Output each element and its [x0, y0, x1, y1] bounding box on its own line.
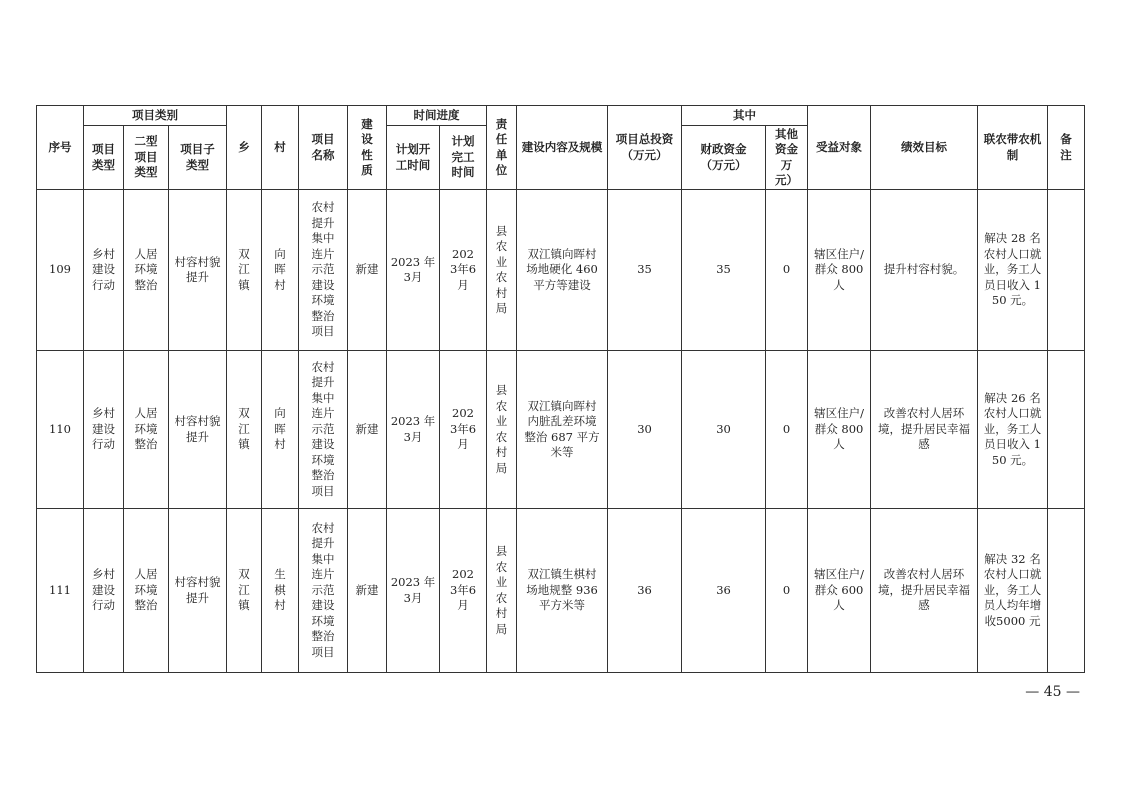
header-other-funds: 其他资金万元）: [766, 126, 808, 190]
cell-village: 生棋村: [262, 509, 299, 673]
cell-seq: 109: [37, 190, 84, 351]
table-row: [37, 190, 1085, 351]
cell-township: 双江镇: [227, 351, 262, 509]
cell-beneficiary: 辖区住户/群众 800 人: [808, 351, 871, 509]
cell-plan-start: 2023 年3月: [387, 509, 440, 673]
cell-township: 双江镇: [227, 509, 262, 673]
cell-beneficiary: 辖区住户/群众 800 人: [808, 190, 871, 351]
cell-content: 双江镇生棋村场地规整 936 平方米等: [517, 509, 608, 673]
cell-goal: 改善农村人居环境，提升居民幸福感: [871, 509, 978, 673]
table-row: [37, 509, 1085, 673]
cell-content: 双江镇向晖村内脏乱差环境整治 687 平方米等: [517, 351, 608, 509]
cell-remarks: [1048, 351, 1085, 509]
cell-project-type: 乡村建设行动: [84, 190, 124, 351]
cell-plan-end: 2023年6月: [440, 509, 487, 673]
header-content: 建设内容及规模: [517, 106, 608, 190]
cell-seq: 110: [37, 351, 84, 509]
cell-type2: 人居环境整治: [124, 351, 169, 509]
header-schedule-group: 时间进度: [387, 106, 487, 126]
header-farmer-link: 联农带农机制: [978, 106, 1048, 190]
cell-project-name: 农村提升集中连片示范建设环境整治项目: [299, 509, 348, 673]
cell-other-funds: 0: [766, 509, 808, 673]
cell-subtype: 村容村貌提升: [169, 509, 227, 673]
table-row: [37, 351, 1085, 509]
header-remarks: 备注: [1048, 106, 1085, 190]
header-plan-start: 计划开工时间: [387, 126, 440, 190]
header-seq: 序号: [37, 106, 84, 190]
cell-farmer-link: 解决 32 名农村人口就业，务工人员人均年增收5000 元: [978, 509, 1048, 673]
cell-type2: 人居环境整治: [124, 190, 169, 351]
cell-project-name: 农村提升集中连片示范建设环境整治项目: [299, 190, 348, 351]
cell-township: 双江镇: [227, 190, 262, 351]
cell-goal: 改善农村人居环境，提升居民幸福感: [871, 351, 978, 509]
header-project-name: 项目名称: [299, 106, 348, 190]
cell-total-investment: 35: [608, 190, 682, 351]
cell-plan-start: 2023 年3月: [387, 190, 440, 351]
cell-plan-end: 2023年6月: [440, 190, 487, 351]
cell-project-type: 乡村建设行动: [84, 351, 124, 509]
cell-fiscal: 30: [682, 351, 766, 509]
cell-fiscal: 35: [682, 190, 766, 351]
header-project-type: 项目类型: [84, 126, 124, 190]
cell-plan-end: 2023年6月: [440, 351, 487, 509]
cell-plan-start: 2023 年3月: [387, 351, 440, 509]
header-goal: 绩效目标: [871, 106, 978, 190]
cell-farmer-link: 解决 28 名农村人口就业，务工人员日收入 150 元。: [978, 190, 1048, 351]
header-of-which-group: 其中: [682, 106, 808, 126]
header-beneficiary: 受益对象: [808, 106, 871, 190]
header-subtype: 项目子类型: [169, 126, 227, 190]
cell-other-funds: 0: [766, 351, 808, 509]
project-table: [36, 105, 1085, 673]
header-responsible: 责任单位: [487, 106, 517, 190]
cell-remarks: [1048, 509, 1085, 673]
header-build-nature: 建设性质: [348, 106, 387, 190]
cell-beneficiary: 辖区住户/群众 600 人: [808, 509, 871, 673]
cell-project-type: 乡村建设行动: [84, 509, 124, 673]
cell-responsible: 县农业农村局: [487, 190, 517, 351]
cell-farmer-link: 解决 26 名农村人口就业，务工人员日收入 150 元。: [978, 351, 1048, 509]
cell-goal: 提升村容村貌。: [871, 190, 978, 351]
cell-seq: 111: [37, 509, 84, 673]
cell-total-investment: 30: [608, 351, 682, 509]
cell-fiscal: 36: [682, 509, 766, 673]
cell-build-nature: 新建: [348, 190, 387, 351]
cell-village: 向晖村: [262, 351, 299, 509]
page-number: — 45 —: [1025, 684, 1080, 700]
cell-subtype: 村容村貌提升: [169, 351, 227, 509]
cell-type2: 人居环境整治: [124, 509, 169, 673]
header-category-group: 项目类别: [84, 106, 227, 126]
cell-remarks: [1048, 190, 1085, 351]
header-township: 乡: [227, 106, 262, 190]
cell-build-nature: 新建: [348, 351, 387, 509]
header-fiscal: 财政资金（万元）: [682, 126, 766, 190]
cell-responsible: 县农业农村局: [487, 509, 517, 673]
header-plan-end: 计划完工时间: [440, 126, 487, 190]
cell-other-funds: 0: [766, 190, 808, 351]
header-village: 村: [262, 106, 299, 190]
cell-build-nature: 新建: [348, 509, 387, 673]
header-total-investment: 项目总投资（万元）: [608, 106, 682, 190]
cell-total-investment: 36: [608, 509, 682, 673]
cell-content: 双江镇向晖村场地硬化 460 平方等建设: [517, 190, 608, 351]
cell-village: 向晖村: [262, 190, 299, 351]
cell-project-name: 农村提升集中连片示范建设环境整治项目: [299, 351, 348, 509]
cell-responsible: 县农业农村局: [487, 351, 517, 509]
cell-subtype: 村容村貌提升: [169, 190, 227, 351]
header-type2: 二型项目类型: [124, 126, 169, 190]
